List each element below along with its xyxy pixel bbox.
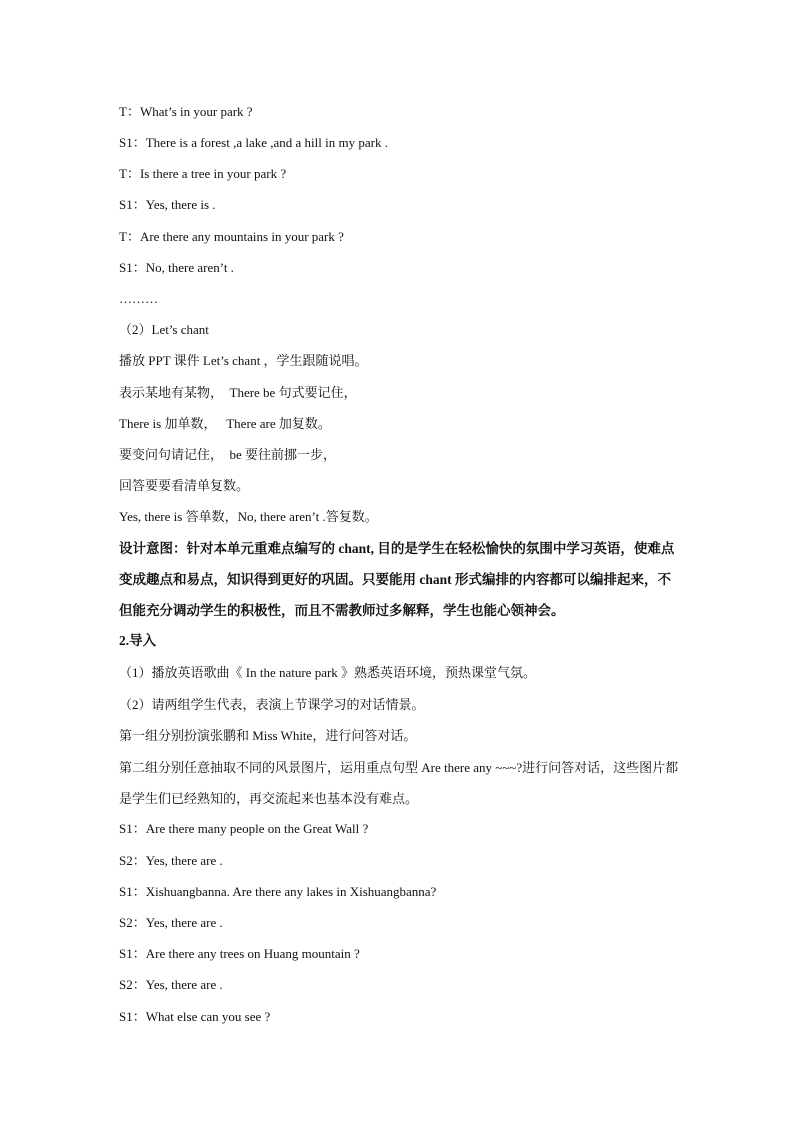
- section-heading: 2.导入: [119, 633, 157, 648]
- chant-line: 回答要要看清单复数。: [119, 478, 250, 493]
- dialogue-line: S1：Are there any trees on Huang mountain ?: [119, 946, 360, 961]
- dialogue-line: S2：Yes, there are .: [119, 853, 223, 868]
- dialogue-line: S1：No, there aren’t .: [119, 260, 234, 275]
- dialogue-line: T：Is there a tree in your park ?: [119, 166, 287, 181]
- dialogue-line: T：Are there any mountains in your park ?: [119, 229, 344, 244]
- ellipsis-line: ………: [119, 291, 158, 306]
- group2-paragraph: 第二组分别任意抽取不同的风景图片，运用重点句型 Are there any ~~~?进行问答对话，这些图片都是学生们已经熟知的，再交流起来也基本没有难点。: [119, 760, 679, 806]
- dialogue-line: S1：Are there many people on the Great Wall ?: [119, 821, 369, 836]
- dialogue-line: S1：Xishuangbanna. Are there any lakes in Xishuangbanna?: [119, 884, 437, 899]
- body-line: （1）播放英语歌曲《 In the nature park 》熟悉英语环境，预热课堂气氛。: [119, 665, 537, 680]
- design-intent-paragraph: 设计意图：针对本单元重难点编写的 chant, 目的是学生在轻松愉快的氛围中学习英语，使难点变成趣点和易点，知识得到更好的巩固。只要能用 chant 形式编排的内容都可以编排起来，不但能充分调动学生的积极性，而且不需教师过多解释，学生也能心领神会。: [119, 541, 675, 618]
- dialogue-line: S1：There is a forest ,a lake ,and a hill in my park .: [119, 135, 388, 150]
- dialogue-line: S2：Yes, there are .: [119, 977, 223, 992]
- body-line: 播放 PPT 课件 Let’s chant ，学生跟随说唱。: [119, 353, 368, 368]
- dialogue-line: T：What’s in your park ?: [119, 104, 253, 119]
- body-line: 第一组分别扮演张鹏和 Miss White，进行问答对话。: [119, 728, 417, 743]
- body-line: （2）请两组学生代表，表演上节课学习的对话情景。: [119, 697, 425, 712]
- chant-line: There is 加单数， There are 加复数。: [119, 416, 331, 431]
- chant-line: 要变问句请记住， be 要往前挪一步，: [119, 447, 337, 462]
- chant-line: Yes, there is 答单数，No, there aren’t .答复数。: [119, 509, 378, 524]
- chant-line: 表示某地有某物， There be 句式要记住，: [119, 385, 357, 400]
- subsection-heading: （2）Let’s chant: [119, 322, 209, 337]
- dialogue-line: S2：Yes, there are .: [119, 915, 223, 930]
- dialogue-line: S1：What else can you see ?: [119, 1009, 271, 1024]
- dialogue-line: S1：Yes, there is .: [119, 197, 216, 212]
